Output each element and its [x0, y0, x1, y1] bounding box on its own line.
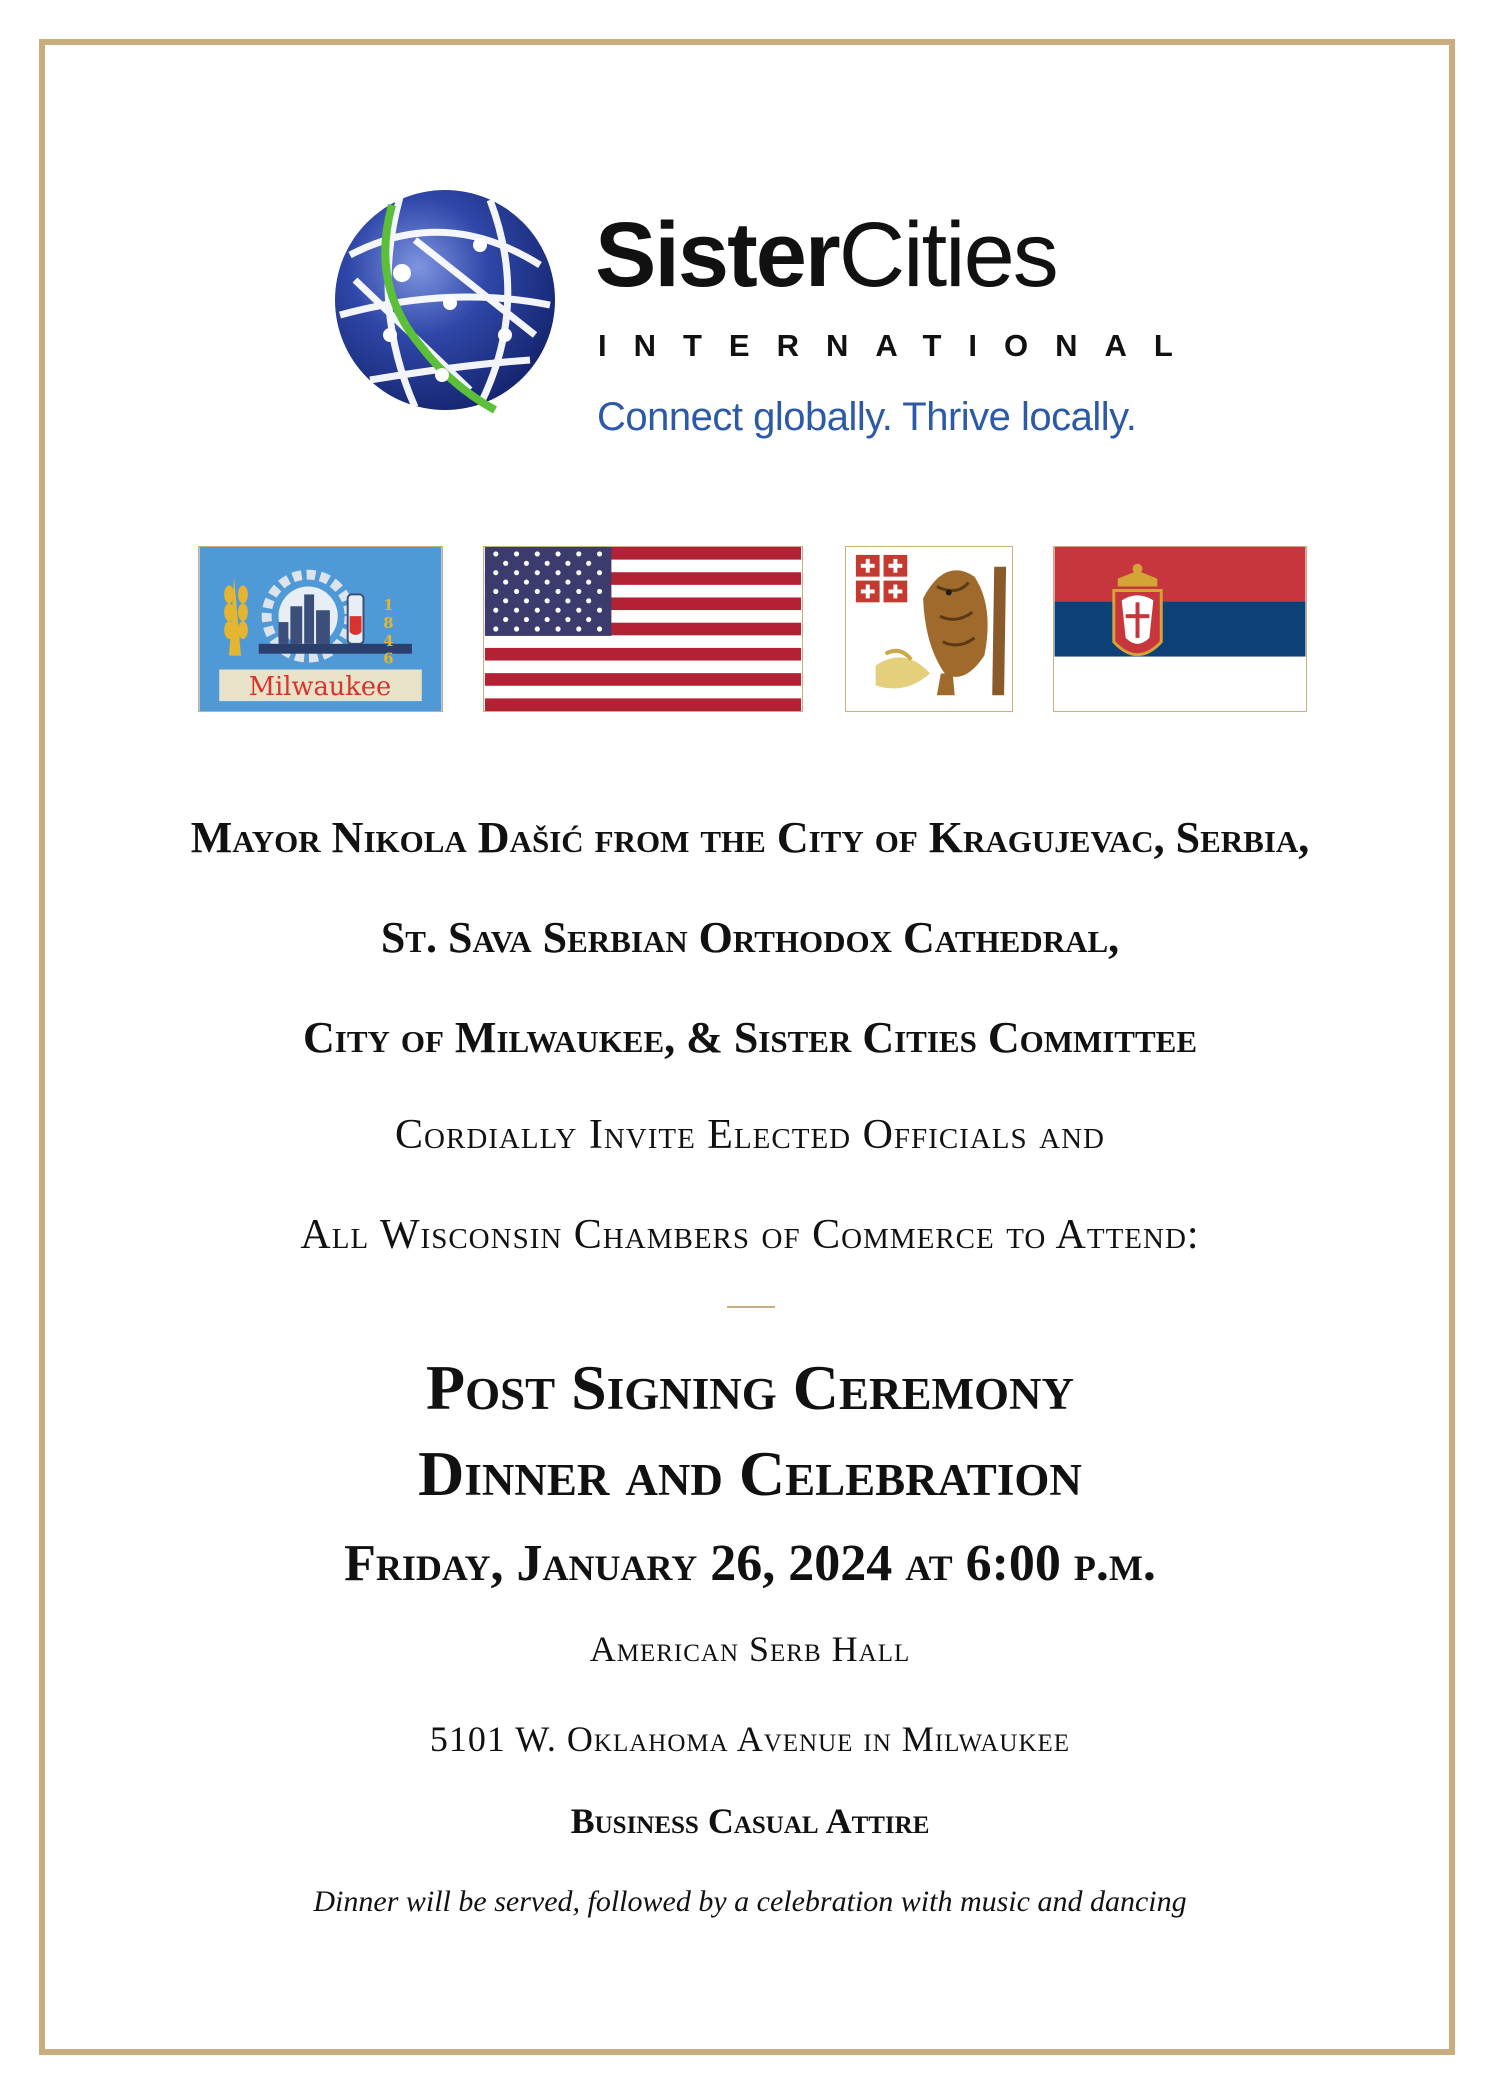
kragujevac-flag [845, 546, 1013, 712]
host-line-1: Mayor Nikola Dašić from the City of Kragujevac, Serbia, [190, 813, 1310, 862]
logo-tagline: Connect globally. Thrive locally. [597, 395, 1137, 439]
event-date-time: Friday, January 26, 2024 at 6:00 p.m. [344, 1535, 1156, 1592]
invite-line-1: Cordially Invite Elected Officials and [395, 1112, 1105, 1158]
event-title-line-1: Post Signing Ceremony [426, 1352, 1074, 1423]
serbia-flag [1053, 546, 1307, 712]
milwaukee-flag-image [199, 547, 442, 711]
invite-line-2: All Wisconsin Chambers of Commerce to Attend: [300, 1212, 1200, 1258]
venue-name: American Serb Hall [589, 1629, 911, 1669]
logo-subtitle: INTERNATIONAL [598, 328, 1200, 363]
svg-text:8: 8 [383, 615, 394, 633]
globe-icon [330, 185, 560, 415]
milwaukee-flag-label: Milwaukee [248, 672, 392, 703]
divider-rule [727, 1306, 775, 1308]
logo-word-cities: Cities [838, 204, 1057, 306]
kragujevac-flag-image [846, 547, 1012, 711]
svg-text:6: 6 [383, 650, 394, 668]
venue-address: 5101 W. Oklahoma Avenue in Milwaukee [429, 1719, 1071, 1759]
milwaukee-flag [198, 546, 443, 712]
usa-flag [483, 546, 803, 712]
sister-cities-logo [330, 185, 1200, 455]
serbia-flag-image [1054, 547, 1306, 711]
svg-text:1: 1 [383, 597, 394, 615]
event-note: Dinner will be served, followed by a celebration with music and dancing [313, 1885, 1187, 1918]
event-title-line-2: Dinner and Celebration [418, 1438, 1082, 1509]
logo-word-sister: Sister [595, 204, 839, 306]
host-line-3: City of Milwaukee, & Sister Cities Committee [302, 1013, 1198, 1062]
logo-wordmark [595, 205, 1057, 305]
usa-flag-image [484, 547, 802, 711]
dress-code: Business Casual Attire [570, 1801, 930, 1841]
host-line-2: St. Sava Serbian Orthodox Cathedral, [380, 913, 1120, 962]
svg-text:4: 4 [383, 632, 394, 650]
